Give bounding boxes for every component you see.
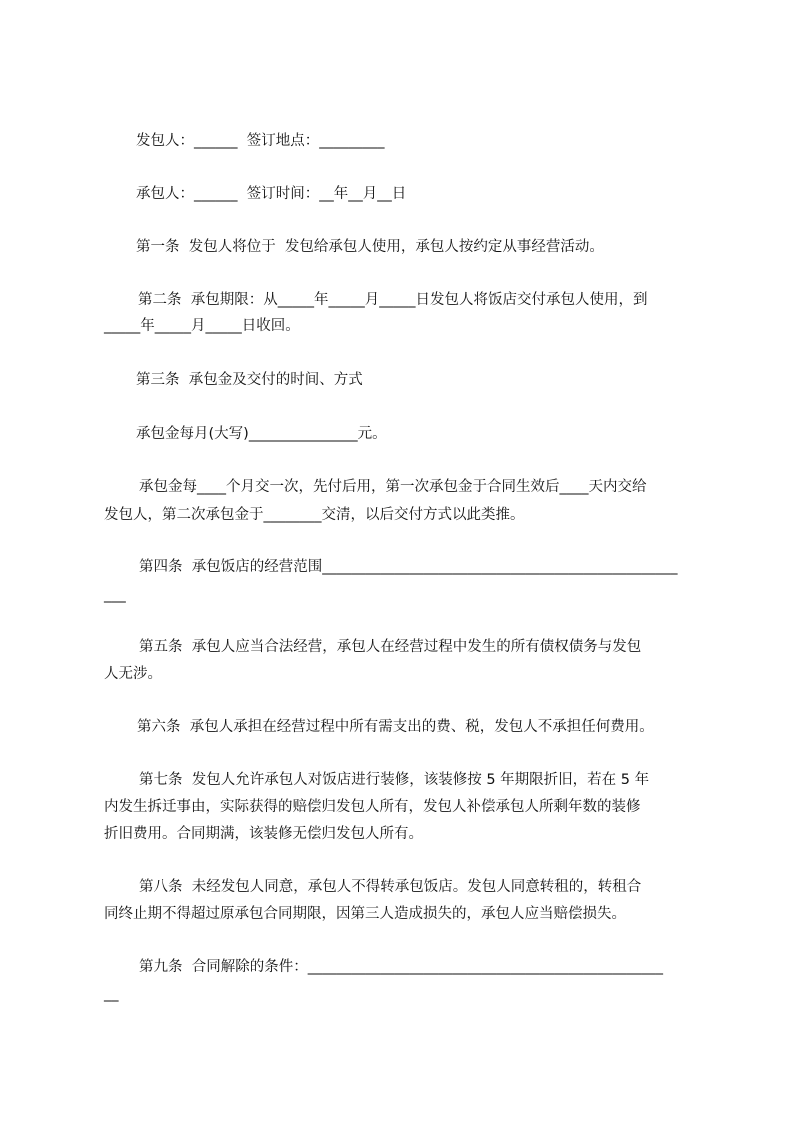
article-3-heading: 第三条 承包金及交付的时间、方式 (136, 372, 363, 388)
article-7-line-3: 折旧费用。合同期满，该装修无偿归发包人所有。 (104, 826, 423, 842)
article-3-payment-line-2: 发包人，第二次承包金于________交清，以后交付方式以此类推。 (104, 507, 525, 523)
article-1: 第一条 发包人将位于 发包给承包人使用，承包人按约定从事经营活动。 (136, 239, 604, 255)
article-8-line-1: 第八条 未经发包人同意，承包人不得转承包饭店。发包人同意转租的，转租合 (139, 879, 642, 895)
article-4-line-1: 第四条 承包饭店的经营范围_________________________________________________ (139, 559, 678, 575)
issuer-line: 发包人：______ 签订地点：_________ (136, 133, 385, 149)
article-2-line-1: 第二条 承包期限：从_____年_____月_____日发包人将饭店交付承包人使用，到 (138, 292, 648, 308)
article-2-line-2: _____年_____月_____日收回。 (104, 318, 300, 334)
article-9-line-1: 第九条 合同解除的条件：_________________________________________________ (139, 959, 663, 975)
article-8-line-2: 同终止期不得超过原承包合同期限，因第三人造成损失的，承包人应当赔偿损失。 (104, 906, 626, 922)
article-5-line-2: 人无涉。 (104, 666, 162, 682)
contractor-line: 承包人：______ 签订时间：__年__月__日 (136, 186, 407, 202)
article-7-line-1: 第七条 发包人允许承包人对饭店进行装修，该装修按 5 年期限折旧，若在 5 年 (139, 772, 650, 788)
article-5-line-1: 第五条 承包人应当合法经营，承包人在经营过程中发生的所有债权债务与发包 (139, 639, 642, 655)
article-3-payment-line-1: 承包金每____个月交一次，先付后用，第一次承包金于合同生效后____天内交给 (139, 479, 647, 495)
article-7-line-2: 内发生拆迁事由，实际获得的赔偿归发包人所有，发包人补偿承包人所剩年数的装修 (104, 799, 641, 815)
article-3-amount: 承包金每月(大写)_______________元。 (136, 426, 387, 442)
article-6: 第六条 承包人承担在经营过程中所有需支出的费、税，发包人不承担任何费用。 (137, 719, 654, 735)
article-4-line-2: ___ (104, 587, 126, 603)
article-9-line-2: __ (104, 986, 119, 1002)
